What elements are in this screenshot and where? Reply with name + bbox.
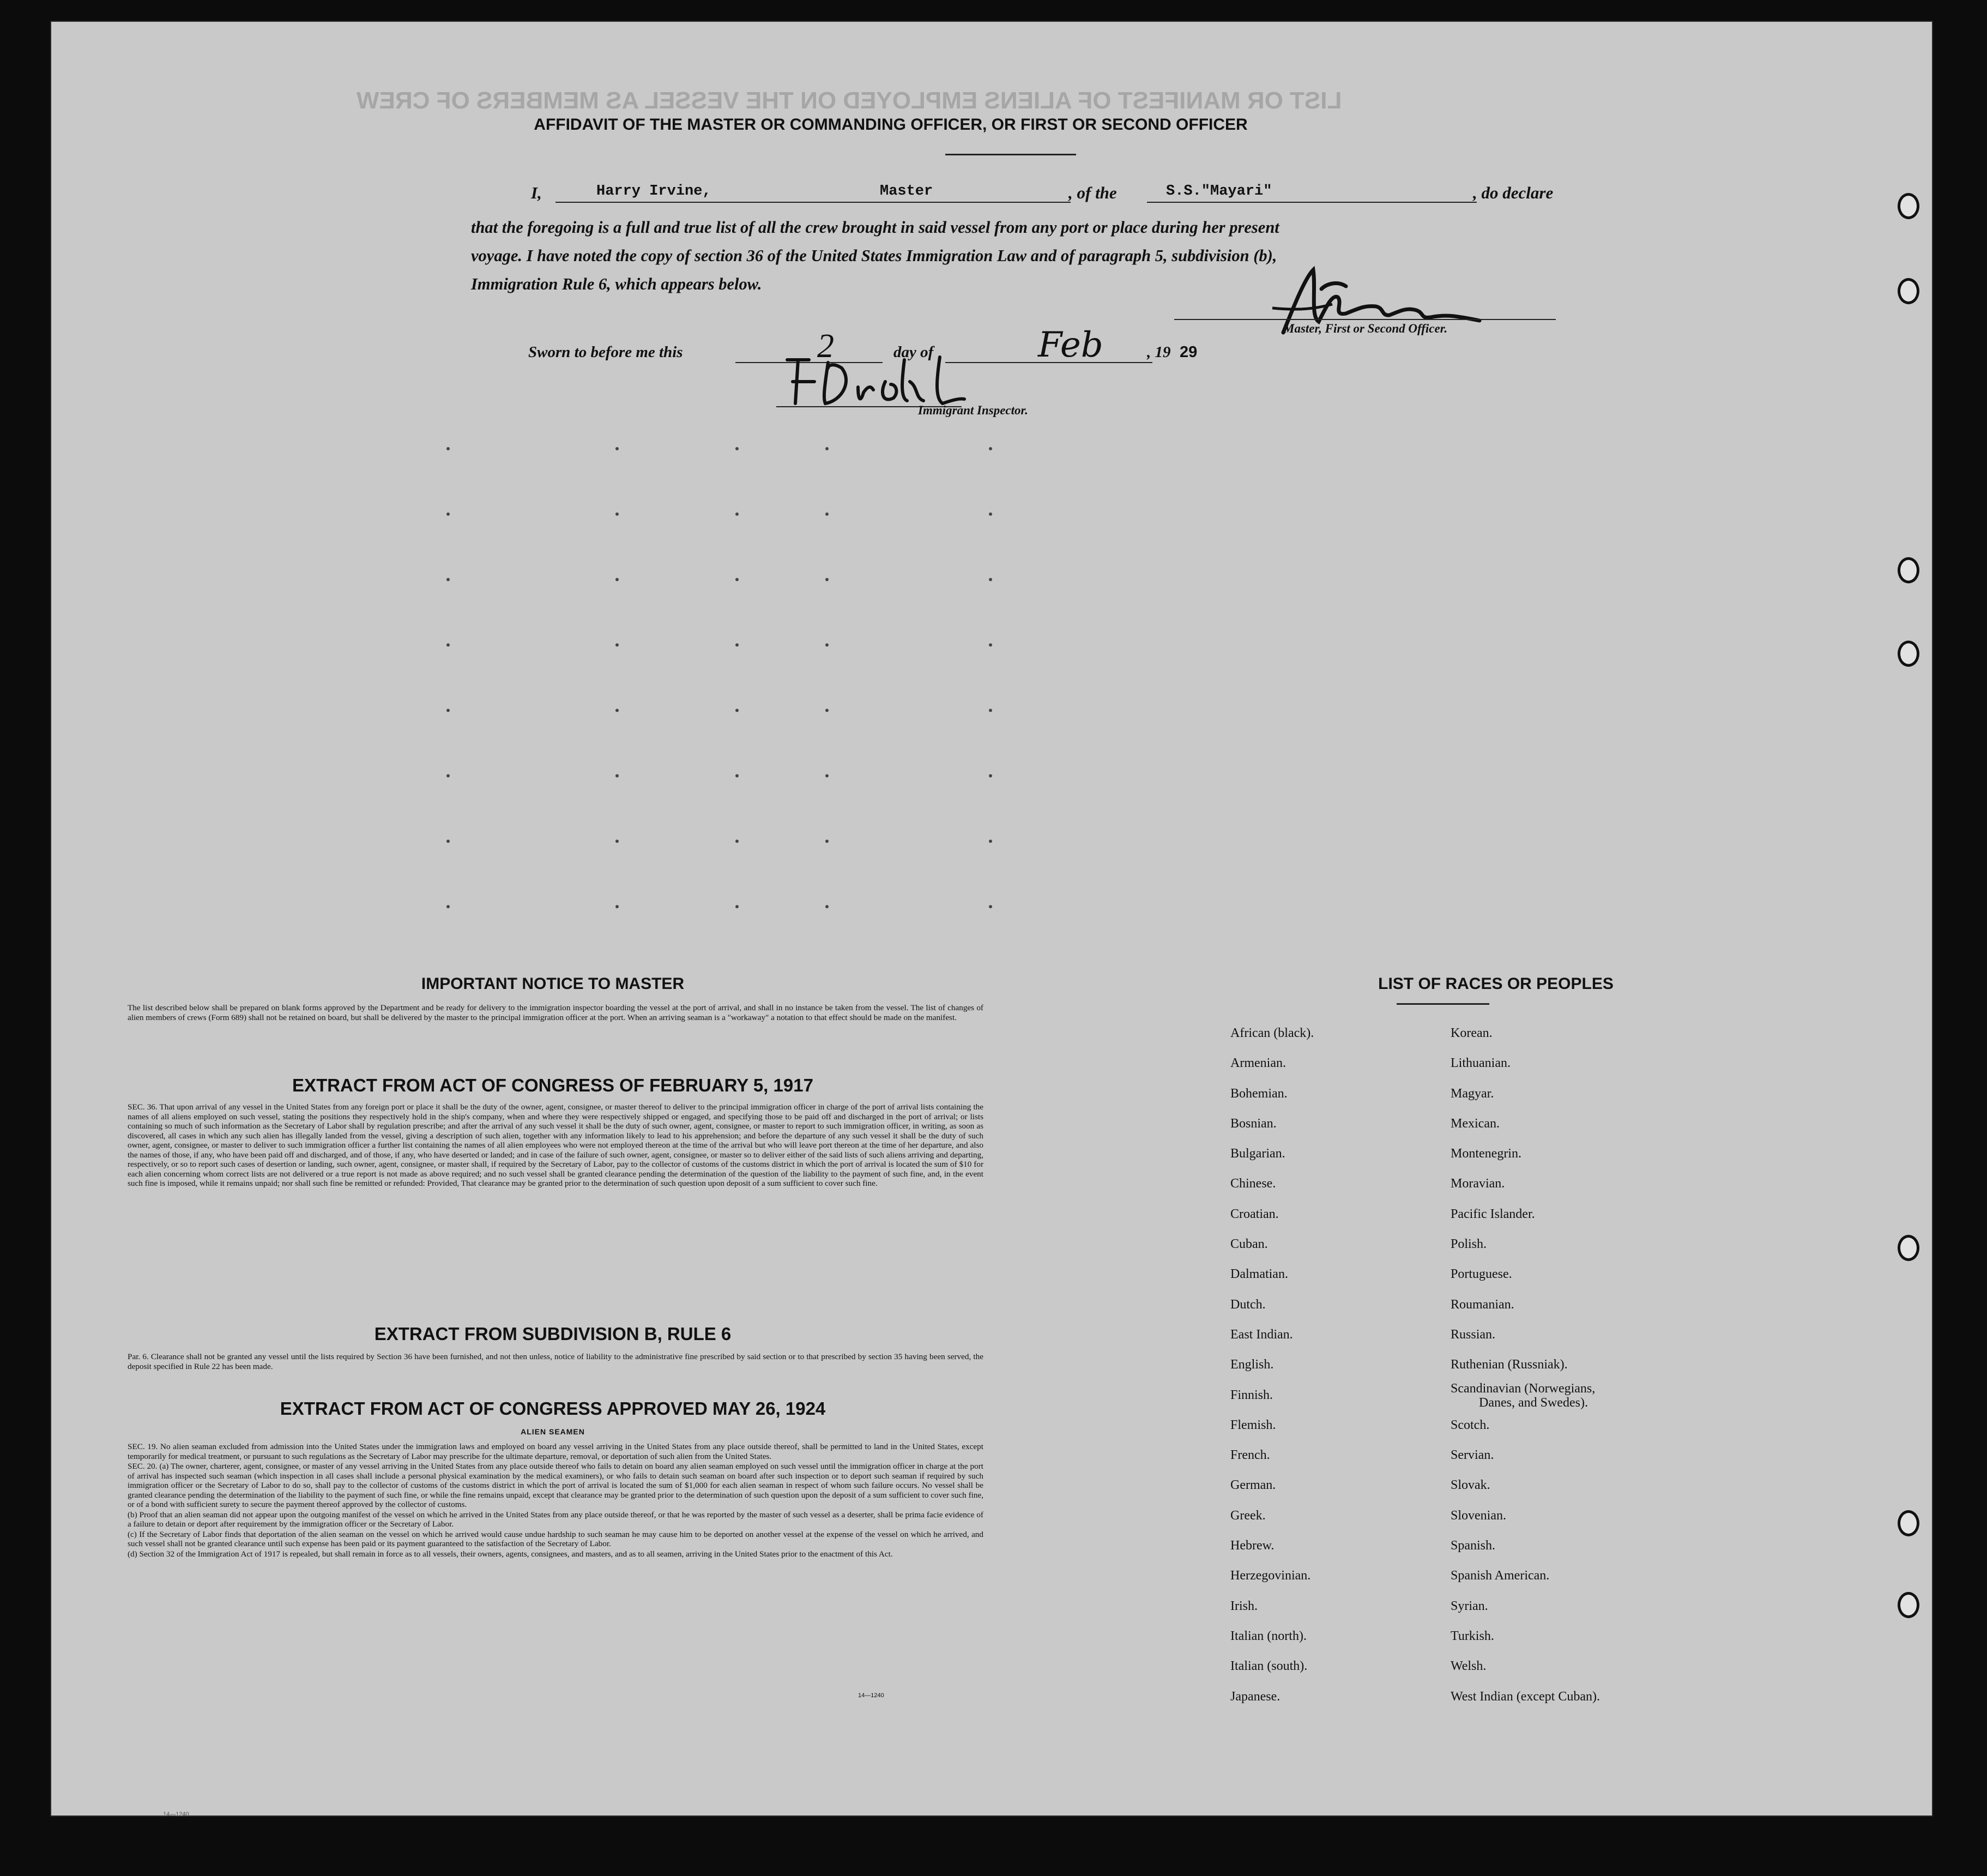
races-title: LIST OF RACES OR PEOPLES xyxy=(1378,975,1614,993)
race-item: Dutch. xyxy=(1230,1297,1266,1312)
punch-hole xyxy=(1898,1592,1919,1618)
race-item: Cuban. xyxy=(1230,1237,1268,1252)
race-item xyxy=(1451,1381,1600,1418)
race-item: West Indian (except Cuban). xyxy=(1451,1689,1600,1704)
race-item: Syrian. xyxy=(1451,1598,1488,1613)
race-item: Magyar. xyxy=(1451,1086,1494,1101)
section-20b: (b) Proof that an alien seaman did not appear upon the outgoing manifest of the vessel on which he arrived in the United States from any place outside thereof, or that he was reported by the master of such vessel as a deserter, shall be prima facie evidence of a failure to detain or deport after requirement by the immigration officer or the Secretary of Labor. xyxy=(128,1510,983,1529)
sworn-month: Feb xyxy=(1038,325,1103,365)
race-item: Flemish. xyxy=(1230,1417,1276,1432)
extract-rule6-body: Par. 6. Clearance shall not be granted any vessel until the lists required by Section 36 have been furnished, and not then unless, notice of liability to the administrative fine prescribed by said section or to that prescribed by section 35 having been served, the deposit specified in Rule 22 has been made. xyxy=(128,1352,983,1371)
signature-caption: Master, First or Second Officer. xyxy=(1283,322,1448,335)
race-item: Lithuanian. xyxy=(1451,1056,1511,1071)
race-item-scandinavian-cont: Danes, and Swedes). xyxy=(1479,1395,1588,1410)
document-sheet xyxy=(50,21,1933,1817)
extract-form-number: 14—1240 xyxy=(858,1692,884,1699)
punch-hole xyxy=(1898,278,1919,304)
footer-form-number: 14—1240 xyxy=(163,1811,189,1818)
master-name: Harry Irvine, xyxy=(596,183,711,200)
race-item: Moravian. xyxy=(1451,1177,1505,1191)
punch-hole xyxy=(1898,641,1919,667)
sworn-label: Sworn to before me this xyxy=(528,343,683,361)
affidavit-i-label: I, xyxy=(531,183,542,202)
race-item: Mexican. xyxy=(1451,1116,1500,1131)
race-item: Slovak. xyxy=(1451,1478,1490,1493)
notice-title: IMPORTANT NOTICE TO MASTER xyxy=(421,975,685,993)
sworn-day: 2 xyxy=(817,328,834,365)
race-item: Russian. xyxy=(1451,1327,1496,1342)
race-item: Servian. xyxy=(1451,1448,1494,1463)
year-prefix: , 19 xyxy=(1147,343,1171,361)
name-underline xyxy=(555,202,1071,203)
affidavit-line-2: that the foregoing is a full and true list of all the crew brought in said vessel from any port or place during her present xyxy=(471,218,1279,237)
race-item: Hebrew. xyxy=(1230,1539,1275,1553)
race-item: Japanese. xyxy=(1230,1689,1281,1704)
section-20c: (c) If the Secretary of Labor finds that deportation of the alien seaman on the vessel on which he arrived would cause undue hardship to such seaman he may cause him to be deported on another vessel at the expense of the vessel on which he arrived, and such vessel shall not be granted clearance until such expense has been paid or its payment guaranteed to the satisfaction of the Secretary of Labor. xyxy=(128,1529,983,1548)
punch-hole xyxy=(1898,557,1919,583)
race-item: Portuguese. xyxy=(1451,1267,1512,1282)
extract-1917-body: SEC. 36. That upon arrival of any vessel in the United States from any foreign port or place it shall be the duty of the owner, agent, consignee, or master thereof to deliver to the principal immigration officer in charge of the port of arrival lists containing the names of all aliens employed on such vessel, stating the positions they respectively hold in the ship's company, when and where they were respectively shipped or engaged, and specifying those to be paid off and discharged in the port of arrival; or lists containing so much of such information as the Secretary of Labor shall by regulation prescribe; and after the arrival of any such vessel it shall be the duty of such owner, agent, consignee, or master to report to such immigration officer, in writing, as soon as discovered, all cases in which any such alien has illegally landed from the vessel, giving a description of such alien, together with any information likely to lead to his apprehension; and before the departure of any such vessel it shall be the duty of such owner, agent, consignee, or master to deliver to such immigration officer a further list containing the names of all alien employees who were not employed thereon at the time of the arrival but who will leave port thereon at the time of her departure, and also the names of those, if any, who have been paid off and discharged, and of those, if any, who have deserted or landed; and in case of the failure of such owner, agent, consignee, or master so to deliver either of the said lists of such aliens arriving and departing, respectively, or so to report such cases of desertion or landing, such owner, agent, consignee, or master shall, if required by the Secretary of Labor, pay to the collector of customs of the customs district in which the port of arrival is located the sum of $10 for each alien concerning whom correct lists are not delivered or a true report is not made as above required; and no such vessel shall be granted clearance pending the determination of the question of the liability to the payment of such fine, and, in the event such fine is imposed, while it remains unpaid; nor shall such fine be remitted or refunded: Provided, That clearance may be granted prior to the determination of such question upon deposit of a sum sufficient to cover such fine. xyxy=(128,1102,983,1188)
race-item: English. xyxy=(1230,1358,1274,1372)
vessel-name: S.S."Mayari" xyxy=(1166,183,1272,200)
race-item: Korean. xyxy=(1451,1026,1493,1040)
race-item: French. xyxy=(1230,1448,1270,1463)
bleedthrough-title: LIST OR MANIFEST OF ALIENS EMPLOYED ON THE VESSEL AS MEMBERS OF CREW xyxy=(357,87,1342,114)
do-declare-label: , do declare xyxy=(1473,183,1554,202)
races-left-column xyxy=(1230,1026,1314,1720)
race-item: Bohemian. xyxy=(1230,1086,1288,1101)
races-divider xyxy=(1397,1003,1489,1005)
extract-1924-title: EXTRACT FROM ACT OF CONGRESS APPROVED MAY 26, 1924 xyxy=(280,1398,826,1419)
race-item: Montenegrin. xyxy=(1451,1147,1521,1161)
race-item-scandinavian: Scandinavian (Norwegians, xyxy=(1451,1381,1596,1396)
extract-rule6-title: EXTRACT FROM SUBDIVISION B, RULE 6 xyxy=(374,1324,732,1344)
notice-body: The list described below shall be prepared on blank forms approved by the Department and be ready for delivery to the immigration inspector boarding the vessel at the port of arrival, and shall in no instance be taken from the vessel. The list of changes of alien members of crews (Form 689) shall not be retained on board, but shall be delivered by the master to the principal immigration officer at the port. When an arriving seaman is a "workaway" a notation to that effect should be made on the manifest. xyxy=(128,1003,983,1022)
race-item: Chinese. xyxy=(1230,1177,1276,1191)
race-item: Italian (north). xyxy=(1230,1628,1307,1643)
sworn-year: 29 xyxy=(1180,343,1198,361)
race-item: Spanish. xyxy=(1451,1539,1496,1553)
race-item: Ruthenian (Russniak). xyxy=(1451,1358,1568,1372)
race-item: Welsh. xyxy=(1451,1659,1487,1674)
title-divider xyxy=(945,154,1076,155)
section-20a: SEC. 20. (a) The owner, charterer, agent, consignee, or master of any vessel arriving in the United States from any place outside thereof who fails to detain on board any alien seaman employed on such vessel until the immigration officer in charge at the port of arrival has inspected such seaman (which inspection in all cases shall include a personal physical examination by the medical examiners), or who fails to detain such seaman on board after such inspection or to deport such seaman if required by such immigration officer or the Secretary of Labor to do so, shall pay to the collector of customs of the customs district in which the port of arrival is located the sum of $1,000 for each alien seaman in respect of whom such failure occurs. No vessel shall be granted clearance pending the determination of the liability to the payment of such fine, or while the fine remains unpaid, except that clearance may be granted prior to the determination of such question upon the deposit of a sum sufficient to cover such fine, or of a bond with sufficient surety to secure the payment thereof approved by the collector of customs. xyxy=(128,1462,983,1509)
races-right-column xyxy=(1451,1026,1600,1720)
race-item: Slovenian. xyxy=(1451,1508,1506,1523)
extract-1924-subtitle: ALIEN SEAMEN xyxy=(521,1427,585,1436)
punch-hole xyxy=(1898,1235,1919,1261)
extract-1924-body xyxy=(128,1442,983,1559)
day-of-label: day of xyxy=(893,343,934,361)
race-item: Bosnian. xyxy=(1230,1116,1277,1131)
section-19: SEC. 19. No alien seaman excluded from admission into the United States under the immigration laws and employed on board any vessel arriving in the United States from any place outside thereof, shall be permitted to land in the United States, except temporarily for medical treatment, or pursuant to such regulations as the Secretary of Labor may prescribe for the ultimate departure, removal, or deportation of such alien from the United States. xyxy=(128,1442,983,1461)
race-item: Roumanian. xyxy=(1451,1297,1514,1312)
race-item: Turkish. xyxy=(1451,1628,1494,1643)
race-item: Bulgarian. xyxy=(1230,1147,1285,1161)
section-20d: (d) Section 32 of the Immigration Act of 1917 is repealed, but shall remain in force as to all vessels, their owners, agents, consignees, and masters, and as to all seamen, arriving in the United States prior to the enactment of this Act. xyxy=(128,1549,893,1559)
race-item: Armenian. xyxy=(1230,1056,1286,1071)
race-item: Polish. xyxy=(1451,1237,1487,1252)
race-item: Finnish. xyxy=(1230,1388,1273,1402)
race-item: Scotch. xyxy=(1451,1417,1490,1432)
race-item: Herzegovinian. xyxy=(1230,1569,1311,1583)
signature-underline xyxy=(1174,319,1556,320)
race-item: German. xyxy=(1230,1478,1276,1493)
affidavit-line-4: Immigration Rule 6, which appears below. xyxy=(471,275,762,293)
race-item: Dalmatian. xyxy=(1230,1267,1288,1282)
race-item: Spanish American. xyxy=(1451,1569,1550,1583)
punch-hole xyxy=(1898,1510,1919,1536)
affidavit-line-3: voyage. I have noted the copy of section 36 of the United States Immigration Law and of paragraph 5, subdivision (b), xyxy=(471,246,1277,265)
inspector-caption: Immigrant Inspector. xyxy=(918,403,1028,417)
punch-hole xyxy=(1898,193,1919,219)
race-item: Italian (south). xyxy=(1230,1659,1308,1674)
race-item: Irish. xyxy=(1230,1598,1258,1613)
race-item: Croatian. xyxy=(1230,1207,1279,1221)
affidavit-title: AFFIDAVIT OF THE MASTER OR COMMANDING OFFICER, OR FIRST OR SECOND OFFICER xyxy=(534,116,1248,134)
master-rank: Master xyxy=(880,183,933,200)
race-item: East Indian. xyxy=(1230,1327,1293,1342)
of-the-label: , of the xyxy=(1068,183,1117,202)
race-item: African (black). xyxy=(1230,1026,1314,1040)
race-item: Greek. xyxy=(1230,1508,1266,1523)
race-item: Pacific Islander. xyxy=(1451,1207,1535,1221)
vessel-underline xyxy=(1147,202,1477,203)
extract-1917-title: EXTRACT FROM ACT OF CONGRESS OF FEBRUARY 5, 1917 xyxy=(292,1075,813,1095)
